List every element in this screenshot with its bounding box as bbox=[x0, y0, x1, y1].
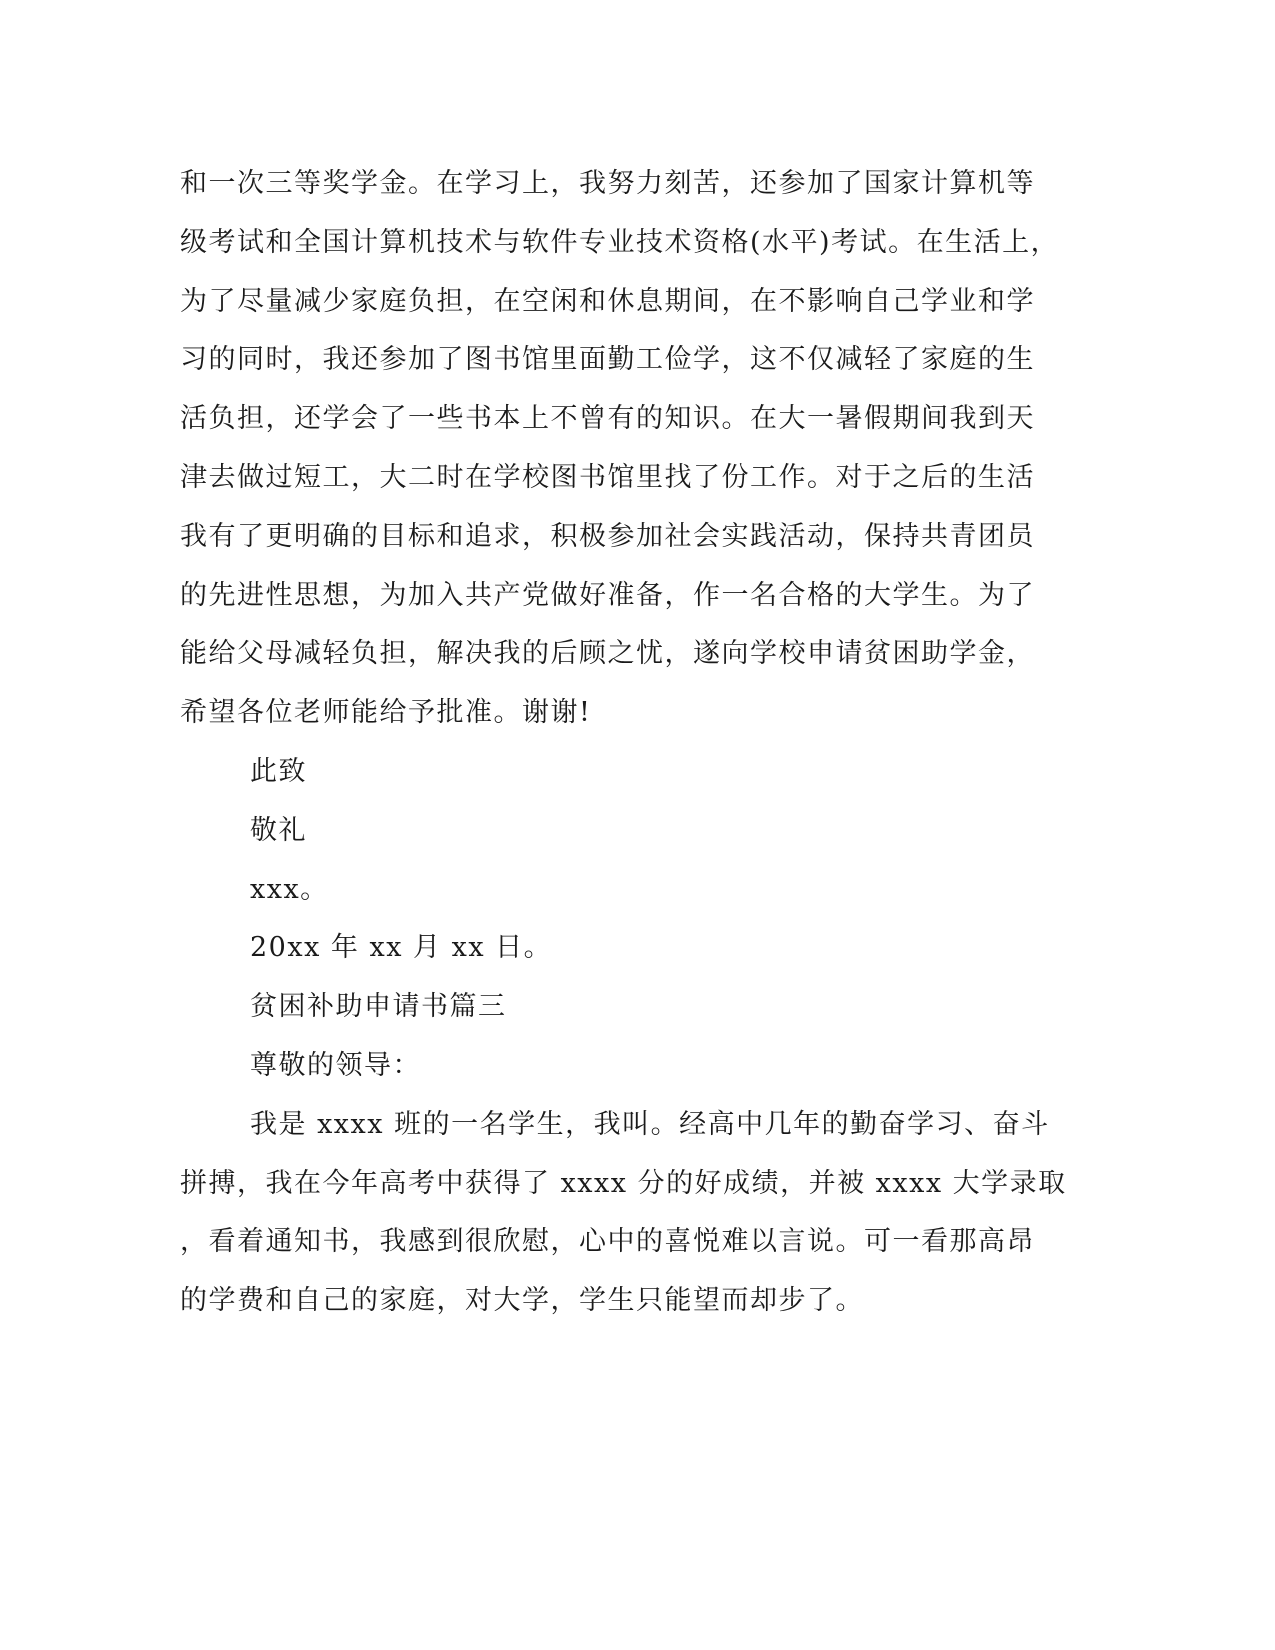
paragraph-line: 能给父母减轻负担，解决我的后顾之忧，遂向学校申请贫困助学金， bbox=[180, 638, 1035, 670]
paragraph-line: 希望各位老师能给予批准。谢谢! bbox=[180, 697, 592, 729]
document-body bbox=[180, 155, 1067, 1331]
paragraph-line: 津去做过短工，大二时在学校图书馆里找了份工作。对于之后的生活 bbox=[180, 461, 1035, 493]
paragraph-line: 我有了更明确的目标和追求，积极参加社会实践活动，保持共青团员 bbox=[180, 520, 1035, 552]
paragraph-line: 活负担，还学会了一些书本上不曾有的知识。在大一暑假期间我到天 bbox=[180, 403, 1035, 435]
signature-date: 20xx 年 xx 月 xx 日。 bbox=[250, 932, 553, 964]
closing-salutation: 此致 bbox=[250, 755, 307, 787]
section-heading: 贫困补助申请书篇三 bbox=[250, 991, 507, 1023]
paragraph-line: 的先进性思想，为加入共产党做好准备，作一名合格的大学生。为了 bbox=[180, 579, 1035, 611]
letter-greeting: 尊敬的领导： bbox=[250, 1049, 421, 1081]
paragraph-line: 拼搏，我在今年高考中获得了 xxxx 分的好成绩，并被 xxxx 大学录取 bbox=[180, 1167, 1067, 1199]
signature-name: xxx。 bbox=[250, 873, 329, 905]
paragraph-line: 习的同时，我还参加了图书馆里面勤工俭学，这不仅减轻了家庭的生 bbox=[180, 344, 1035, 376]
paragraph-line: 和一次三等奖学金。在学习上，我努力刻苦，还参加了国家计算机等 bbox=[180, 168, 1035, 199]
paragraph-line: 的学费和自己的家庭，对大学，学生只能望而却步了。 bbox=[180, 1285, 864, 1317]
paragraph-line: 我是 xxxx 班的一名学生，我叫。经高中几年的勤奋学习、奋斗 bbox=[250, 1108, 1050, 1140]
closing-regards: 敬礼 bbox=[250, 814, 307, 846]
paragraph-line: 级考试和全国计算机技术与软件专业技术资格(水平)考试。在生活上， bbox=[180, 226, 1060, 258]
paragraph-line: ，看着通知书，我感到很欣慰，心中的喜悦难以言说。可一看那高昂 bbox=[180, 1226, 1035, 1258]
paragraph-line: 为了尽量减少家庭负担，在空闲和休息期间，在不影响自己学业和学 bbox=[180, 285, 1035, 317]
